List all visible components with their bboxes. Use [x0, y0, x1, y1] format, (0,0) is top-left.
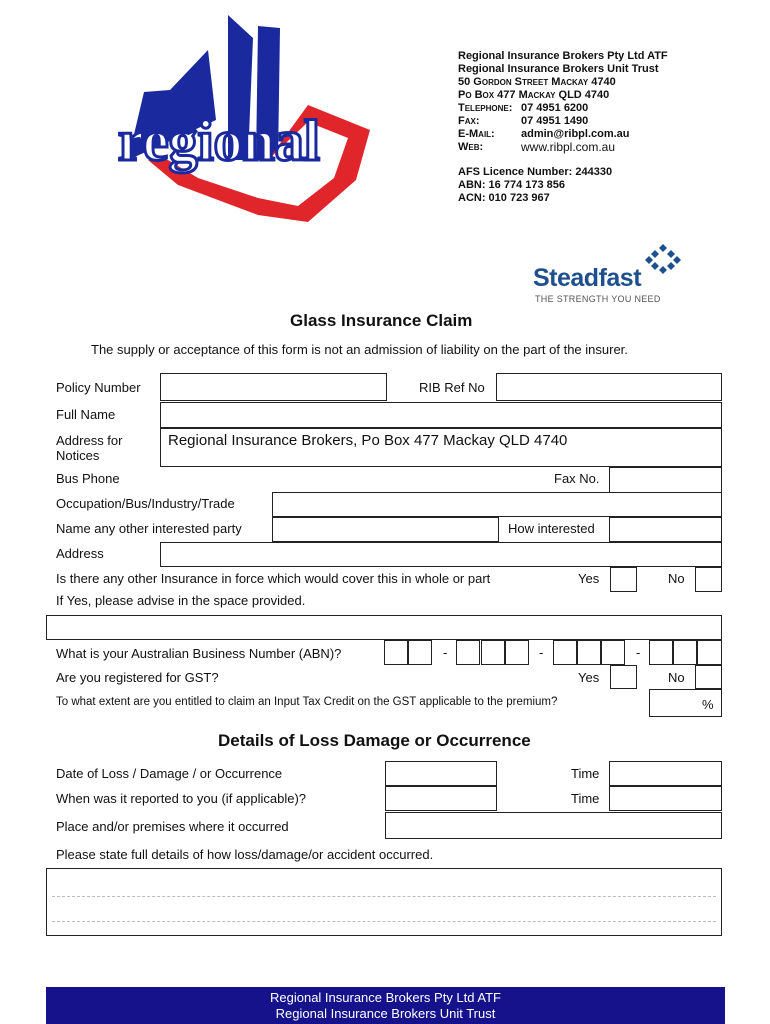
gst-yes-checkbox[interactable]: [610, 665, 637, 689]
footer-line-1: Regional Insurance Brokers Pty Ltd ATF: [270, 990, 501, 1005]
abn-digit-1[interactable]: [384, 640, 408, 665]
address-input[interactable]: [160, 542, 722, 567]
abn-separator-3: -: [636, 645, 641, 660]
policy-number-input[interactable]: [160, 373, 387, 401]
steadfast-logo-text: Steadfast: [533, 264, 642, 292]
street-address: 50 Gordon Street Mackay 4740: [458, 76, 616, 88]
reported-time-input[interactable]: [609, 786, 722, 811]
company-line-2: Regional Insurance Brokers Unit Trust: [458, 63, 659, 75]
abn-digit-11[interactable]: [697, 640, 722, 665]
itc-question: To what extent are you entitled to claim an Input Tax Credit on the GST applicable to the premium?: [56, 696, 558, 708]
web-label: Web:: [458, 141, 484, 153]
details-textarea[interactable]: [46, 868, 722, 936]
address-notices-label-line1: Address for: [56, 433, 123, 448]
acn-number: ACN: 010 723 967: [458, 192, 550, 204]
disclaimer-text: The supply or acceptance of this form is not an admission of liability on the part of the insurer.: [91, 342, 628, 357]
loss-time-label: Time: [571, 766, 600, 781]
loss-date-input[interactable]: [385, 761, 497, 786]
afs-licence: AFS Licence Number: 244330: [458, 166, 613, 178]
other-party-label: Name any other interested party: [56, 521, 242, 536]
reported-date-label: When was it reported to you (if applicable)?: [56, 791, 307, 806]
footer-banner: [46, 987, 725, 1024]
other-party-input[interactable]: [272, 517, 499, 542]
abn-digit-9[interactable]: [649, 640, 673, 665]
abn-digit-6[interactable]: [553, 640, 577, 665]
regional-logo: [108, 10, 390, 228]
steadfast-tagline: THE STRENGTH YOU NEED: [535, 294, 661, 304]
place-input[interactable]: [385, 812, 722, 839]
abn-separator-1: -: [443, 645, 448, 660]
telephone-label: Telephone:: [458, 102, 513, 114]
web-link[interactable]: www.ribpl.com.au: [521, 140, 616, 154]
occupation-input[interactable]: [272, 492, 722, 517]
telephone-value: 07 4951 6200: [521, 102, 589, 114]
address-notices-label-line2: Notices: [56, 448, 100, 463]
details-label: Please state full details of how loss/damage/or accident occurred.: [56, 847, 434, 862]
other-insurance-question: Is there any other Insurance in force which would cover this in whole or part: [56, 571, 491, 586]
address-notices-value: Regional Insurance Brokers, Po Box 477 Mackay QLD 4740: [168, 432, 568, 449]
loss-section-title: Details of Loss Damage or Occurrence: [218, 731, 531, 750]
reported-date-input[interactable]: [385, 786, 497, 811]
logo-wordmark: regional: [118, 108, 320, 173]
other-insurance-no-label: No: [668, 571, 685, 586]
abn-digit-3[interactable]: [456, 640, 480, 665]
gst-question: Are you registered for GST?: [56, 670, 219, 685]
email-link[interactable]: admin@ribpl.com.au: [521, 128, 630, 140]
how-interested-input[interactable]: [609, 517, 722, 542]
fax-value: 07 4951 1490: [521, 115, 589, 127]
abn-digit-4[interactable]: [481, 640, 505, 665]
details-guide-line-2: [52, 921, 716, 922]
how-interested-label: How interested: [508, 521, 595, 536]
abn-digit-8[interactable]: [601, 640, 625, 665]
place-label: Place and/or premises where it occurred: [56, 819, 289, 834]
rib-ref-label: RIB Ref No: [419, 380, 485, 395]
abn-separator-2: -: [539, 645, 544, 660]
other-insurance-yes-checkbox[interactable]: [610, 567, 637, 592]
abn-number: ABN: 16 774 173 856: [458, 179, 566, 191]
loss-date-label: Date of Loss / Damage / or Occurrence: [56, 766, 283, 781]
details-guide-line-1: [52, 896, 716, 897]
company-line-1: Regional Insurance Brokers Pty Ltd ATF: [458, 50, 668, 62]
gst-no-label: No: [668, 670, 685, 685]
full-name-input[interactable]: [160, 402, 722, 428]
po-box: Po Box 477 Mackay QLD 4740: [458, 89, 610, 101]
reported-time-label: Time: [571, 791, 600, 806]
fax-no-input[interactable]: [609, 467, 722, 493]
percent-sign: %: [702, 697, 714, 712]
loss-time-input[interactable]: [609, 761, 722, 786]
abn-digit-7[interactable]: [577, 640, 601, 665]
email-label: E-Mail:: [458, 128, 495, 140]
abn-digit-10[interactable]: [673, 640, 697, 665]
bus-phone-label: Bus Phone: [56, 471, 120, 486]
abn-digit-5[interactable]: [505, 640, 529, 665]
other-insurance-no-checkbox[interactable]: [695, 567, 722, 592]
abn-digit-2[interactable]: [408, 640, 432, 665]
company-address-block: [458, 50, 668, 205]
fax-no-label: Fax No.: [554, 471, 600, 486]
footer-line-2: Regional Insurance Brokers Unit Trust: [275, 1006, 496, 1021]
address-notices-label: [56, 433, 122, 463]
rib-ref-input[interactable]: [496, 373, 722, 401]
abn-question: What is your Australian Business Number (ABN)?: [56, 646, 342, 661]
other-insurance-yes-label: Yes: [578, 571, 600, 586]
address-label: Address: [56, 546, 104, 561]
fax-label: Fax:: [458, 115, 480, 127]
other-insurance-details-input[interactable]: [46, 615, 722, 640]
form-title: Glass Insurance Claim: [290, 311, 473, 330]
gst-no-checkbox[interactable]: [695, 665, 722, 689]
full-name-label: Full Name: [56, 407, 116, 422]
occupation-label: Occupation/Bus/Industry/Trade: [56, 496, 235, 511]
steadfast-diamond-icon: [645, 244, 681, 274]
policy-number-label: Policy Number: [56, 380, 141, 395]
other-insurance-note: If Yes, please advise in the space provided.: [56, 593, 306, 608]
gst-yes-label: Yes: [578, 670, 600, 685]
